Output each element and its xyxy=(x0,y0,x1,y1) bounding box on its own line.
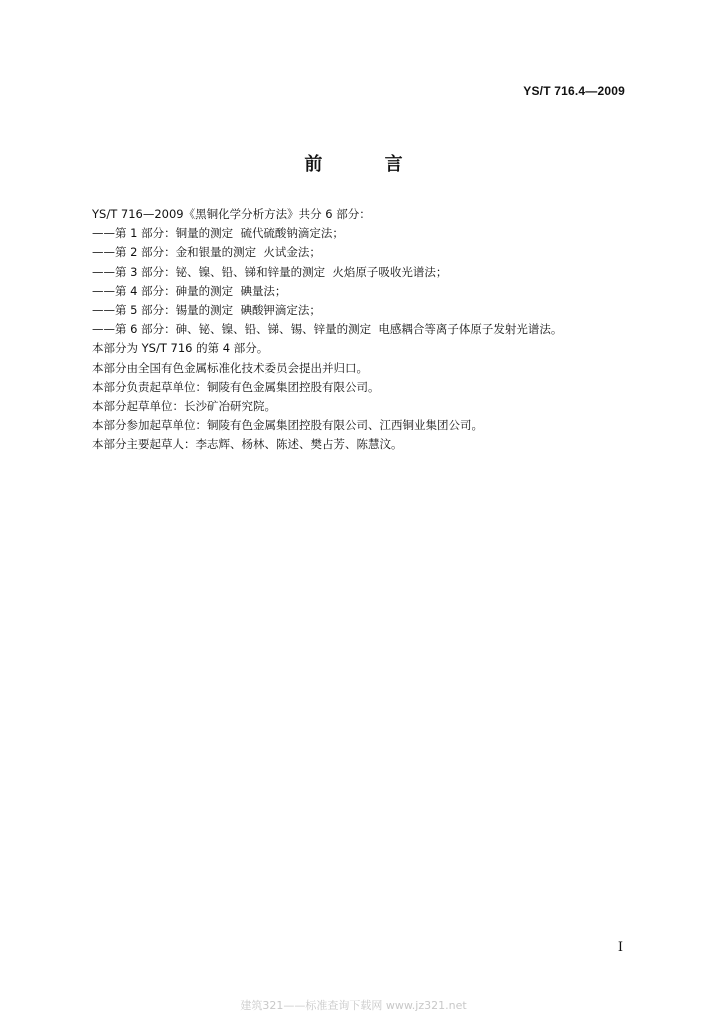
foreword-line: ——第 5 部分：锡量的测定 碘酸钾滴定法； xyxy=(92,303,321,318)
foreword-line: 本部分主要起草人：李志辉、杨林、陈述、樊占芳、陈慧汶。 xyxy=(92,437,403,452)
foreword-line: 本部分由全国有色金属标准化技术委员会提出并归口。 xyxy=(92,360,368,375)
foreword-line: 本部分参加起草单位：铜陵有色金属集团控股有限公司、江西铜业集团公司。 xyxy=(92,418,483,433)
foreword-line: ——第 2 部分：金和银量的测定 火试金法； xyxy=(92,245,321,260)
page-number: I xyxy=(617,940,623,955)
foreword-line: 本部分负责起草单位：铜陵有色金属集团控股有限公司。 xyxy=(92,379,380,394)
foreword-body xyxy=(92,205,632,455)
foreword-line: 本部分为 YS/T 716 的第 4 部分。 xyxy=(92,341,269,356)
page-title: 前 言 xyxy=(304,154,431,175)
foreword-line: ——第 6 部分：砷、铋、镍、铅、锑、锡、锌量的测定 电感耦合等离子体原子发射光谱法。 xyxy=(92,322,563,337)
foreword-line: 本部分起草单位：长沙矿冶研究院。 xyxy=(92,399,276,414)
standard-code: YS/T 716.4—2009 xyxy=(523,84,625,98)
foreword-line: ——第 3 部分：铋、镍、铅、锑和锌量的测定 火焰原子吸收光谱法； xyxy=(92,264,448,279)
foreword-line: YS/T 716—2009《黑铜化学分析方法》共分 6 部分： xyxy=(92,207,371,221)
watermark-text: 建筑321——标准查询下载网 www.jz321.net xyxy=(240,999,467,1012)
foreword-line: ——第 4 部分：砷量的测定 碘量法； xyxy=(92,283,287,298)
foreword-line: ——第 1 部分：铜量的测定 硫代硫酸钠滴定法； xyxy=(92,226,344,241)
